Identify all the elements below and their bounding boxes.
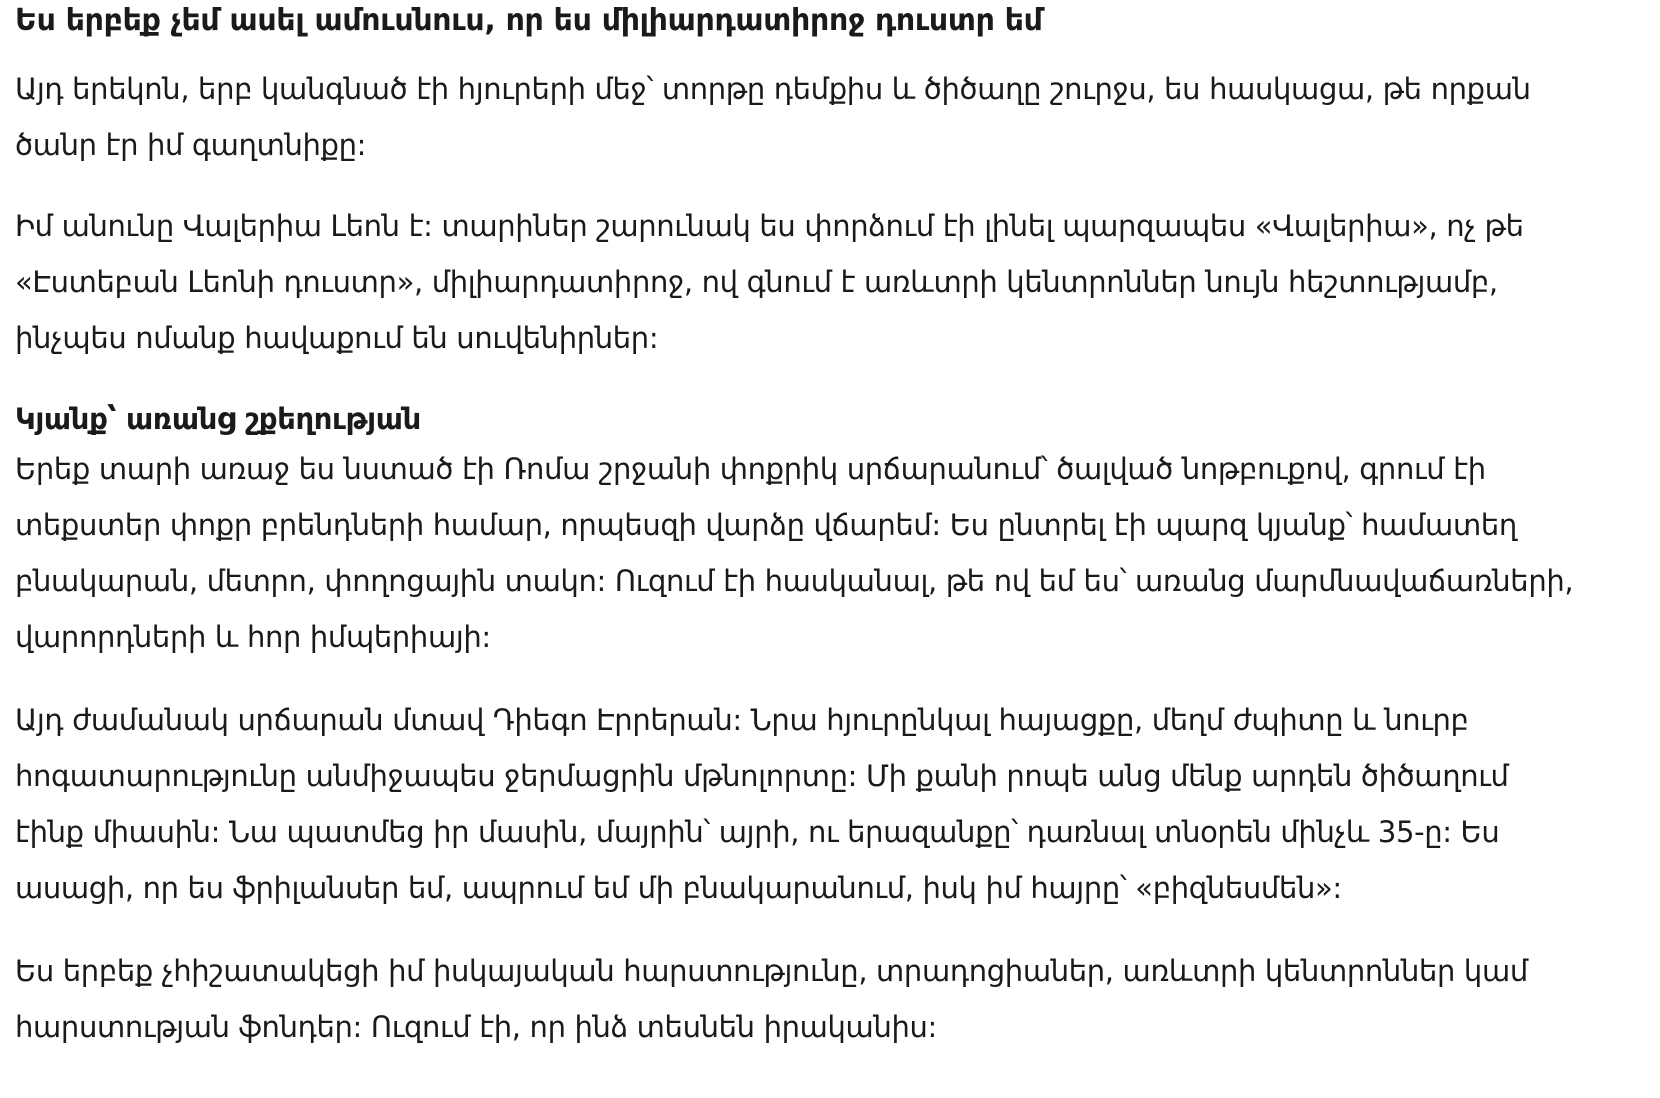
paragraph-name: Իմ անունը Վալերիա Լեոն է: տարիներ շարունակ ես փորձում էի լինել պարզապես «Վալերիա», ոչ թե «Էստեբան Լեոնի դուստր», միլիարդատիրոջ, ով գնում է առևտրի կենտրոններ նույն հեշտությամբ, ինչպես ոմանք հավաքում են սուվենիրներ:: [15, 209, 1524, 355]
article-title: Ես երբեք չեմ ասել ամուսնուս, որ ես միլիարդատիրոջ դուստր եմ: [15, 3, 1043, 38]
paragraph-cafe: Երեք տարի առաջ ես նստած էի Ռոմա շրջանի փոքրիկ սրճարանում՝ ծալված նոթբուքով, գրում էի տեքստեր փոքր բրենդների համար, որպեսզի վարձը վճարեմ: Ես ընտրել էի պարզ կյանք՝ համատեղ բնակարան, մետրո, փողոցային տակո: Ուզում էի հասկանալ, թե ով եմ ես՝ առանց մարմնավաճառների, վարորդների և հոր իմպերիայի:: [15, 452, 1574, 654]
section-heading: Կյանք՝ առանց շքեղության: [15, 402, 421, 436]
paragraph-diego: Այդ ժամանակ սրճարան մտավ Դիեգո Էրրերան: Նրա հյուրընկալ հայացքը, մեղմ ժպիտը և նուրբ հոգատարությունը անմիջապես ջերմացրին մթնոլորտը: Մի քանի րոպե անց մենք արդեն ծիծաղում էինք միասին: Նա պատմեց իր մասին, մայրին՝ այրի, ու երազանքը՝ դառնալ տնօրեն մինչև 35-ը: Ես ասացի, որ ես ֆրիլանսեր եմ, ապրում եմ մի բնակարանում, իսկ իմ հայրը՝ «բիզնեսմեն»:: [15, 703, 1509, 905]
paragraph-intro: Այդ երեկոն, երբ կանգնած էի հյուրերի մեջ՝ տորթը դեմքիս և ծիծաղը շուրջս, ես հասկացա, թե որքան ծանր էր իմ գաղտնիքը:: [15, 72, 1531, 162]
paragraph-secret: Ես երբեք չհիշատակեցի իմ իսկայական հարստությունը, տրադոցիաներ, առևտրի կենտրոններ կամ հարստության ֆոնդեր: Ուզում էի, որ ինձ տեսնեն իրականիս:: [15, 954, 1528, 1044]
